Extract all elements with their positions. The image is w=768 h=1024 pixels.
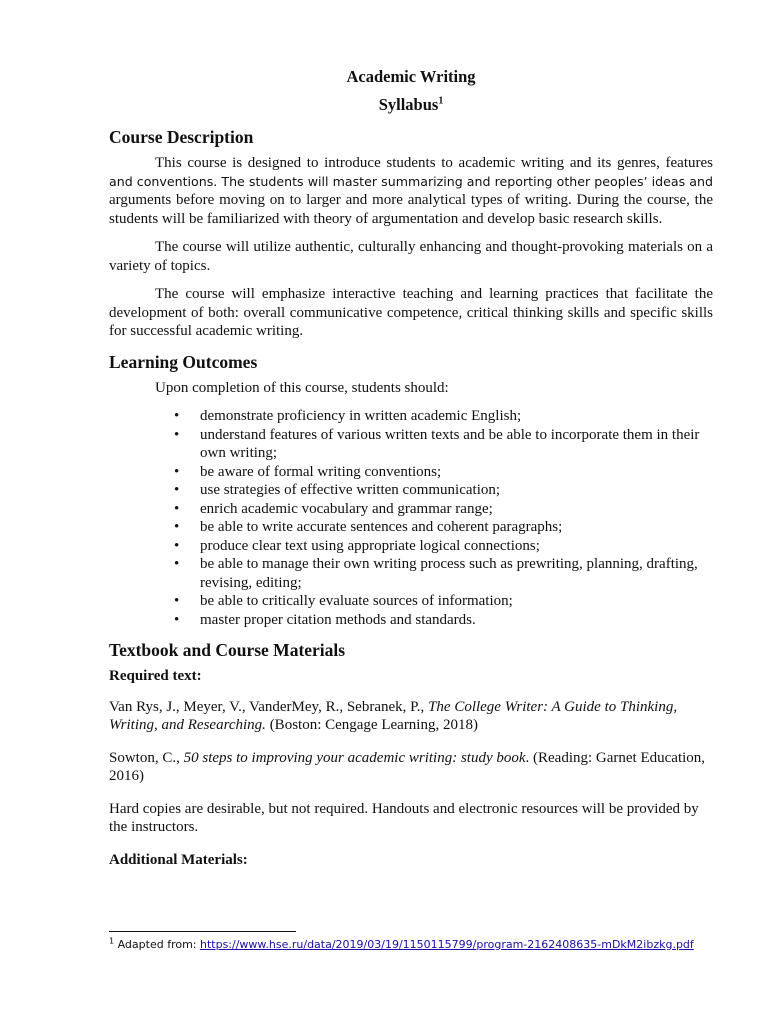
course-description-heading: Course Description: [109, 127, 254, 147]
document-title: Academic Writing: [346, 67, 476, 86]
ref1-publisher: (Boston: Cengage Learning, 2018): [269, 717, 478, 733]
required-text-label: Required text:: [109, 668, 202, 684]
footnote: [109, 938, 729, 952]
p1-end: arguments before moving on to larger and more analytical types of writing. During the course, the students will be familiarized with theory of argumentation and develop basic research skills.: [109, 192, 713, 227]
reference-1: [109, 698, 713, 735]
footnote-link[interactable]: https://www.hse.ru/data/2019/03/19/1150115799/program-2162408635-mDkM2ibzkg.pdf: [200, 938, 694, 951]
list-item: • use strategies of effective written communication;: [200, 481, 713, 500]
list-item: • be able to manage their own writing process such as prewriting, planning, drafting, revising, editing;: [200, 555, 713, 592]
list-item: • enrich academic vocabulary and grammar range;: [200, 500, 713, 519]
materials-note: Hard copies are desirable, but not required. Handouts and electronic resources will be provided by the instructors.: [109, 800, 699, 835]
ref2-authors: Sowton, C.,: [109, 749, 180, 766]
course-description-paragraph-1: [109, 154, 713, 228]
ref2-title: 50 steps to improving your academic writing: study book: [183, 749, 526, 766]
course-description-paragraph-3: The course will emphasize interactive teaching and learning practices that facilitate the development of both: overall communicative competence, critical thinking skills and specific skills for successful academic writing.: [109, 286, 713, 339]
list-item: • produce clear text using appropriate logical connections;: [200, 537, 713, 556]
footnote-label: Adapted from:: [117, 938, 197, 951]
list-item: • understand features of various written texts and be able to incorporate them in their own writing;: [200, 426, 713, 463]
footnote-marker: 1: [109, 936, 115, 946]
reference-2: [109, 749, 713, 786]
footnote-divider: [109, 931, 296, 932]
subtitle-text: Syllabus: [378, 95, 439, 114]
additional-materials-label: Additional Materials:: [109, 851, 248, 868]
ref2-publisher: . (Reading: Garnet Education, 2016): [109, 749, 706, 784]
ref1-title: The College Writer: A Guide to Thinking, Writing, and Researching.: [109, 698, 678, 733]
p1-mixed-font: and conventions. The students will master summarizing and reporting other peoples’ ideas and: [109, 173, 713, 189]
subtitle-footnote-marker: 1: [438, 95, 444, 107]
list-item: • master proper citation methods and standards.: [200, 611, 713, 630]
list-item: • be able to write accurate sentences and coherent paragraphs;: [200, 518, 713, 537]
learning-outcomes-intro: Upon completion of this course, students should:: [155, 379, 449, 396]
p1-start: This course is designed to introduce students to academic writing and its genres, features: [155, 155, 713, 171]
learning-outcomes-list: [109, 407, 713, 629]
materials-heading: Textbook and Course Materials: [109, 640, 346, 660]
list-item: • be able to critically evaluate sources of information;: [200, 592, 713, 611]
list-item: • demonstrate proficiency in written academic English;: [200, 407, 713, 426]
learning-outcomes-heading: Learning Outcomes: [109, 351, 258, 372]
list-item: • be aware of formal writing conventions;: [200, 463, 713, 482]
document-subtitle: [109, 94, 713, 116]
document-body: [109, 66, 713, 881]
course-description-paragraph-2: The course will utilize authentic, culturally enhancing and thought-provoking materials on a variety of topics.: [109, 239, 713, 274]
ref1-authors: Van Rys, J., Meyer, V., VanderMey, R., Sebranek, P.,: [109, 698, 425, 715]
